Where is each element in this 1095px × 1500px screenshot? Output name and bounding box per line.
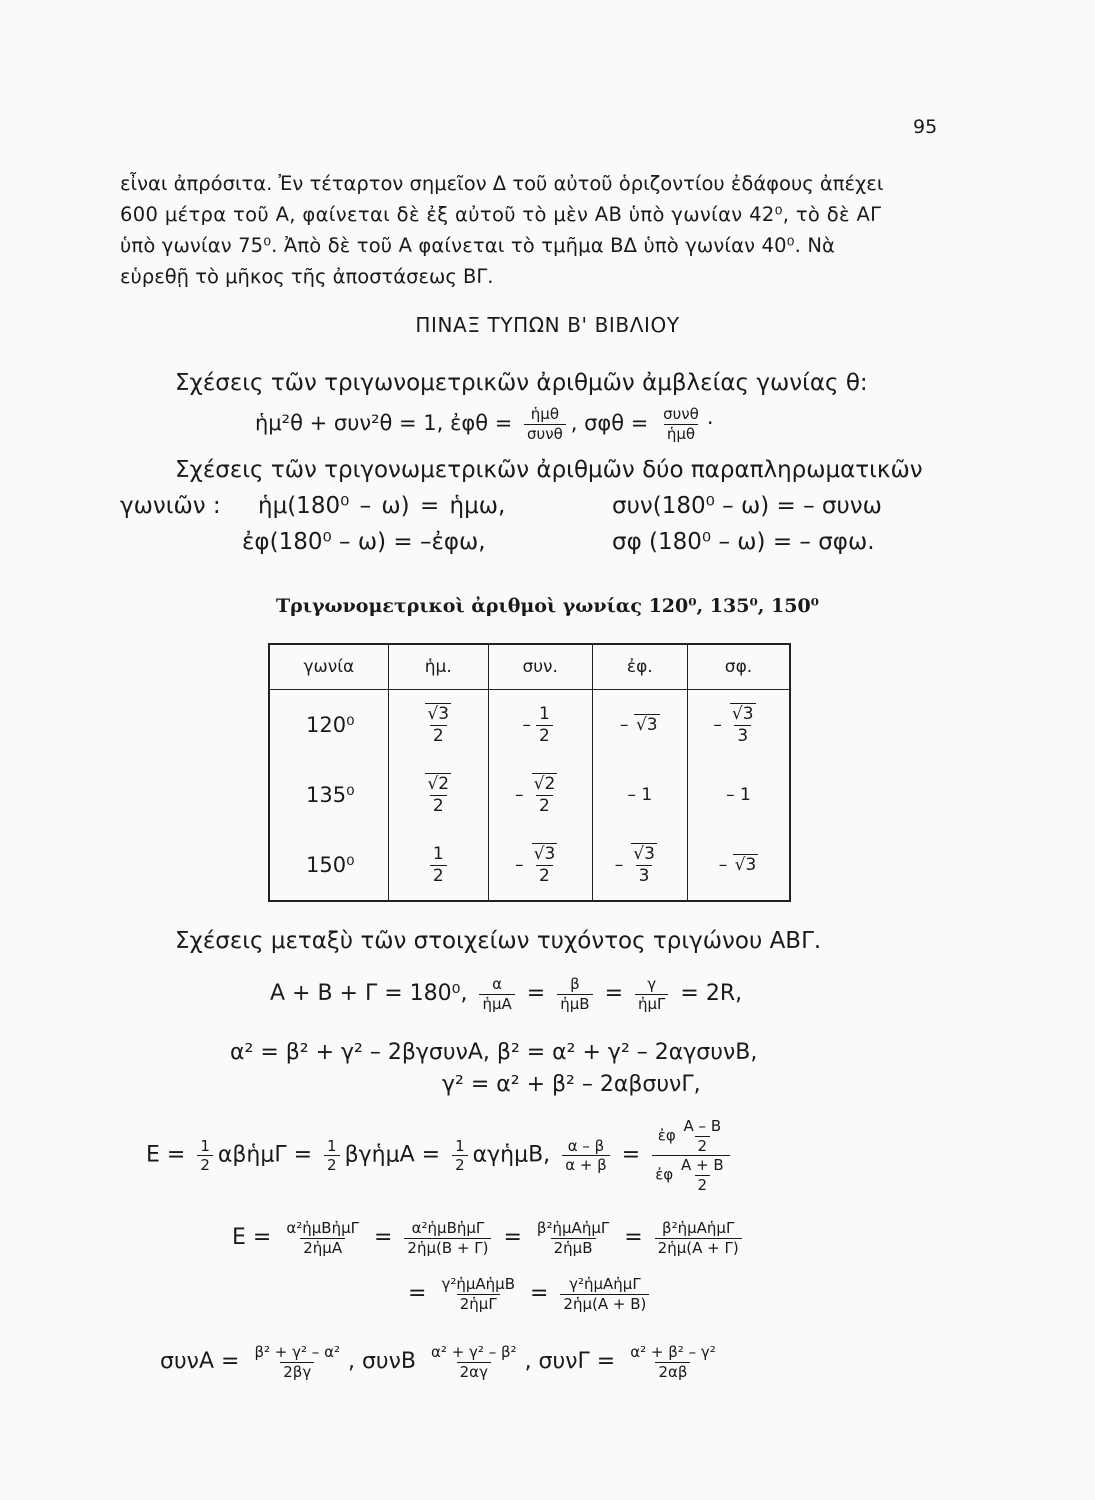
angle-cell: 150⁰: [269, 830, 388, 901]
one: 1: [740, 785, 751, 805]
equals: =: [624, 1225, 643, 1250]
cos-cell: [488, 760, 592, 830]
cosB-label: , συνΒ: [347, 1349, 417, 1374]
den-2: 2: [324, 1155, 340, 1174]
equals: =: [373, 1225, 393, 1250]
equals: =: [408, 1281, 427, 1306]
den-sinA: ἡμΑ: [479, 994, 514, 1013]
num-a: α: [492, 975, 503, 993]
den-2: 2: [695, 1175, 711, 1194]
num-g: γ: [647, 975, 657, 993]
den-2: 2: [695, 1136, 711, 1155]
cosA-num: β² + γ² – α²: [254, 1343, 340, 1361]
tan-num: ἡμθ: [530, 405, 559, 423]
table-header-row: [269, 644, 790, 690]
col-tan: ἐφ.: [592, 644, 687, 690]
num-1: 1: [327, 1136, 337, 1155]
col-cot: σφ.: [688, 644, 790, 690]
area-sines-2: [408, 1276, 654, 1312]
trig-values-table: [268, 643, 791, 902]
table-row: [269, 830, 790, 901]
sin-cell: [388, 690, 488, 761]
cosine-formulas: [160, 1344, 724, 1380]
area-term-1: αβἡμΓ =: [217, 1142, 313, 1168]
sin-cell: [388, 830, 488, 901]
num-1: 1: [200, 1136, 210, 1155]
page-heading: ΠΙΝΑΞ ΤΥΠΩΝ Β' ΒΙΒΛΙΟΥ: [415, 313, 680, 337]
angle-cell: 135⁰: [269, 760, 388, 830]
equals: =: [503, 1225, 522, 1250]
col-cos: συν.: [488, 644, 592, 690]
cosA-den: 2βγ: [280, 1362, 314, 1381]
num: β²ἡμΑἡμΓ: [536, 1219, 610, 1237]
table-row: [269, 690, 790, 761]
den: 2ἡμ(Α + Γ): [655, 1238, 742, 1257]
tan-den: συνθ: [524, 424, 566, 443]
section3-title: Σχέσεις μεταξὺ τῶν στοιχείων τυχόντος τριγώνου ΑΒΓ.: [175, 928, 822, 954]
cos-supplement: συν(180⁰ – ω) = – συνω: [612, 493, 882, 519]
cos-cell: [488, 690, 592, 761]
cosB-den: 2αγ: [457, 1362, 491, 1381]
area-sines-1: [232, 1220, 747, 1256]
den: 2ἡμΑ: [300, 1238, 345, 1257]
equals: =: [529, 1281, 549, 1306]
angle-sum: Α + Β + Γ = 180⁰,: [270, 981, 468, 1006]
minus-sign: –: [718, 855, 728, 875]
den-2: 2: [536, 725, 553, 746]
paragraph-line-3: ὑπὸ γωνίαν 75⁰. Ἀπὸ δὲ τοῦ Α φαίνεται τὸ τμῆμα ΒΔ ὑπὸ γωνίαν 40⁰. Νὰ: [120, 234, 836, 257]
area-term-2: βγἡμΑ =: [344, 1142, 441, 1168]
table-title: Τριγωνομετρικοὶ ἀριθμοὶ γωνίας 120⁰, 135⁰, 150⁰: [276, 595, 819, 617]
num: γ²ἡμΑἡμΓ: [569, 1275, 641, 1293]
section1-formula: [255, 406, 714, 442]
E-equals: E =: [146, 1142, 186, 1168]
equals: =: [604, 981, 623, 1006]
cos-cell: [488, 830, 592, 901]
law-of-cosines-1: α² = β² + γ² – 2βγσυνΑ, β² = α² + γ² – 2αγσυνΒ,: [230, 1040, 758, 1065]
sqrt3: √3: [734, 855, 757, 875]
sqrt2: √2: [533, 773, 556, 794]
identity-text: ἡμ²θ + συν²θ = 1, ἐφθ =: [255, 411, 513, 435]
minus-sign: –: [726, 785, 735, 805]
minus-sign: –: [515, 855, 524, 875]
sin-supplement: ἡμ(180⁰ – ω) = ἡμω,: [258, 493, 506, 519]
sin-cell: [388, 760, 488, 830]
paragraph-line-1: εἶναι ἀπρόσιτα. Ἐν τέταρτον σημεῖον Δ τοῦ αὐτοῦ ὁριζοντίου ἐδάφους ἀπέχει: [120, 172, 884, 195]
table-row: [269, 760, 790, 830]
cosA-label: συνΑ =: [160, 1349, 240, 1374]
tan-label: ἐφ: [657, 1126, 676, 1145]
cot-fraction: [660, 406, 702, 442]
cot-cell: [688, 760, 790, 830]
problem-paragraph: [120, 168, 950, 292]
sqrt3: √3: [633, 843, 655, 864]
cot-label: , σφθ =: [570, 411, 649, 435]
den: 2ἡμΒ: [551, 1238, 596, 1257]
minus-sign: –: [627, 785, 636, 805]
law-of-cosines-2: γ² = α² + β² – 2αβσυνΓ,: [442, 1072, 701, 1097]
section1-title: Σχέσεις τῶν τριγωνομετρικῶν ἀριθμῶν ἀμβλείας γωνίας θ:: [175, 370, 868, 396]
A-minus-B: Α – Β: [683, 1117, 722, 1135]
cosG-num: α² + β² – γ²: [630, 1343, 716, 1361]
sqrt3: √3: [427, 703, 450, 724]
section2-prefix: γωνιῶν :: [120, 493, 221, 519]
cot-num: συνθ: [663, 405, 699, 423]
page-number: 95: [913, 116, 938, 138]
den: 2ἡμΓ: [457, 1294, 500, 1313]
den-3: 3: [636, 865, 653, 886]
den-2: 2: [430, 865, 447, 886]
num: β²ἡμΑἡμΓ: [662, 1219, 735, 1237]
num: γ²ἡμΑἡμΒ: [441, 1275, 515, 1293]
den-2: 2: [452, 1155, 468, 1174]
num: α²ἡμΒἡμΓ: [411, 1219, 485, 1237]
sqrt3: √3: [731, 703, 754, 724]
law-of-sines: [270, 976, 742, 1012]
den-2: 2: [536, 865, 553, 886]
one: 1: [641, 785, 653, 805]
num-1: 1: [455, 1136, 465, 1155]
den-sinG: ἡμΓ: [635, 994, 668, 1013]
minus-sign: –: [620, 715, 629, 735]
col-angle: γωνία: [269, 644, 388, 690]
cosG-label: , συνΓ =: [524, 1349, 616, 1374]
den-2: 2: [197, 1155, 213, 1174]
num-b: β: [570, 975, 580, 993]
minus-sign: –: [713, 715, 722, 735]
num: α²ἡμΒἡμΓ: [286, 1219, 359, 1237]
minus-sign: –: [522, 715, 532, 735]
cot-supplement: σφ (180⁰ – ω) = – σφω.: [612, 529, 875, 555]
tan-cell: [592, 830, 687, 901]
formula-end: ·: [706, 411, 714, 435]
cot-den: ἡμθ: [664, 424, 698, 443]
cosB-num: α² + γ² – β²: [431, 1343, 517, 1361]
col-sin: ἡμ.: [388, 644, 488, 690]
tan-fraction: [524, 406, 566, 442]
minus-sign: –: [515, 785, 524, 805]
num-1: 1: [539, 703, 550, 724]
cosG-den: 2αβ: [655, 1362, 690, 1381]
a-minus-b: α – β: [567, 1136, 605, 1155]
area-term-3: αγἡμΒ,: [472, 1142, 551, 1168]
minus-sign: –: [614, 855, 624, 875]
den-3: 3: [734, 725, 751, 746]
cot-cell: [688, 690, 790, 761]
E-equals: E =: [232, 1225, 272, 1250]
equals: =: [621, 1142, 641, 1168]
paragraph-line-4: εὑρεθῇ τὸ μῆκος τῆς ἀποστάσεως ΒΓ.: [120, 265, 494, 288]
tan-cell: [592, 690, 687, 761]
den-sinB: ἡμΒ: [557, 994, 592, 1013]
A-plus-B: Α + Β: [681, 1156, 724, 1174]
a-plus-b: α + β: [562, 1155, 610, 1174]
paragraph-line-2: 600 μέτρα τοῦ Α, φαίνεται δὲ ἐξ αὐτοῦ τὸ μὲν ΑΒ ὑπὸ γωνίαν 42⁰, τὸ δὲ ΑΓ: [120, 203, 882, 226]
sqrt3: √3: [635, 715, 658, 735]
sqrt2: √2: [427, 773, 450, 794]
den-2: 2: [430, 725, 447, 746]
angle-cell: 120⁰: [269, 690, 388, 761]
cot-cell: [688, 830, 790, 901]
den-2: 2: [536, 795, 553, 816]
tan-label: ἐφ: [655, 1165, 674, 1184]
equals-2R: = 2R,: [680, 981, 743, 1006]
den-2: 2: [430, 795, 447, 816]
den: 2ἡμ(Α + Β): [560, 1294, 649, 1313]
law-of-tangents: [652, 1118, 729, 1193]
num-1: 1: [432, 843, 444, 864]
area-formulas: [146, 1118, 735, 1193]
tan-supplement: ἐφ(180⁰ – ω) = –ἐφω,: [242, 529, 486, 555]
tan-cell: [592, 760, 687, 830]
equals: =: [526, 981, 546, 1006]
den: 2ἡμ(Β + Γ): [404, 1238, 491, 1257]
sqrt3: √3: [533, 843, 556, 864]
section2-title: Σχέσεις τῶν τριγονωμετρικῶν ἀριθμῶν δύο παραπληρωματικῶν: [175, 457, 923, 483]
